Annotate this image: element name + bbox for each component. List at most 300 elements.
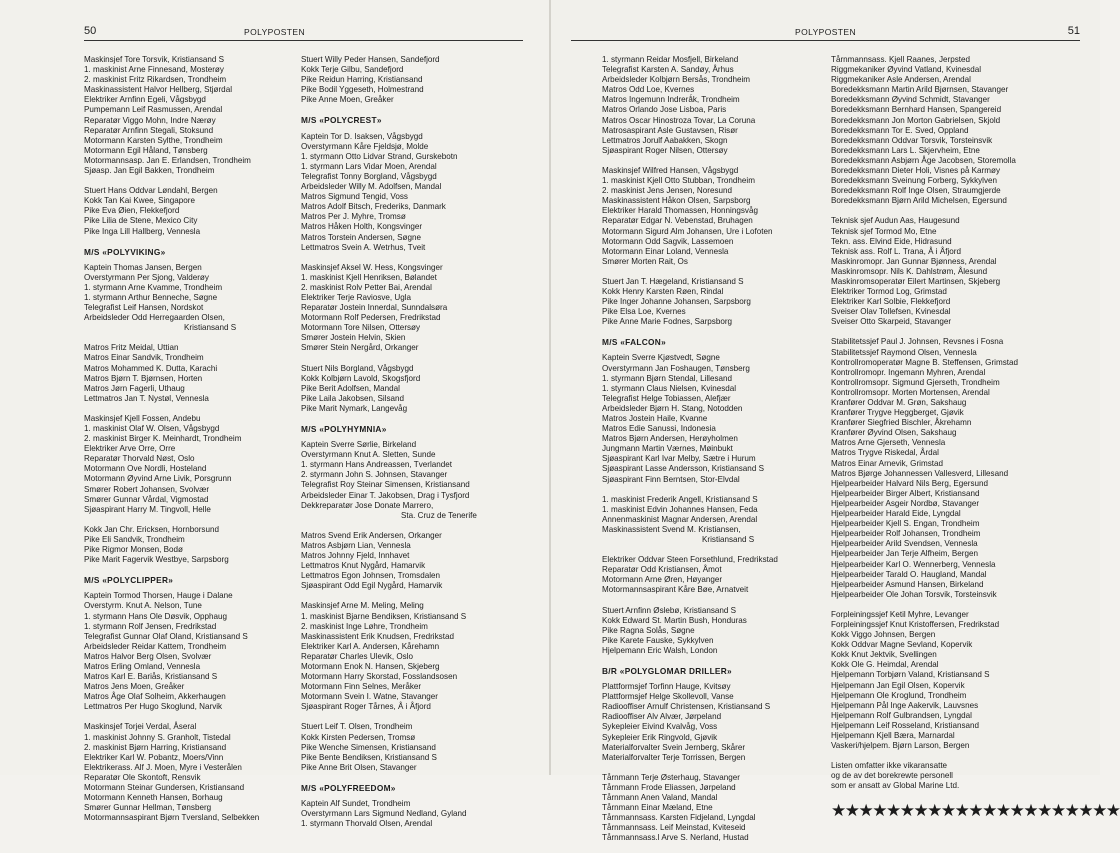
crew-group [301, 601, 541, 712]
crew-line: Motormann Tore Nilsen, Ottersøy [301, 323, 421, 333]
crew-line: Hjelpearbeider Rolf Johansen, Trondheim [831, 529, 981, 539]
crew-line: Matros Einar Sandvik, Trondheim [84, 353, 204, 363]
crew-group [84, 591, 306, 712]
ship-heading: M/S «POLYFREEDOM» [301, 782, 396, 793]
crew-line: Matros Johnny Fjeld, Innhavet [301, 551, 410, 561]
crew-line: Pike Rigmor Monsen, Bodø [84, 545, 183, 555]
crew-line: Boredekksmann Oddvar Torsvik, Torsteinsvik [831, 135, 993, 145]
crew-line: Reparatør Charles Ulevik, Oslo [301, 651, 413, 661]
crew-line: Tårnmann Einar Mæland, Etne [602, 803, 713, 813]
crew-line: Hjelpearbeider Ole Johan Torsvik, Torsteinsvik [831, 589, 997, 599]
crew-line: Matros Bjørn T. Bjørnsen, Horten [84, 373, 203, 383]
crew-line: Hjelpemann Rolf Gulbrandsen, Lyngdal [831, 710, 972, 720]
crew-line: Maskinsjef Kjell Fossen, Andebu [84, 413, 201, 423]
crew-line: Smører Stein Nergård, Orkanger [301, 343, 419, 353]
crew-line: Arbeidsleder Kolbjørn Bersås, Trondheim [602, 75, 751, 85]
crew-line: Matros Erling Omland, Vennesla [84, 661, 201, 671]
crew-line: Telegrafist Helge Tobiassen, Alefjær [602, 393, 731, 403]
crew-line: Pike Eva Øien, Flekkefjord [84, 206, 180, 216]
crew-line: Motormannsaspirant Kåre Bøe, Arnatveit [602, 585, 749, 595]
crew-line: Motormann Rolf Pedersen, Fredrikstad [301, 313, 441, 323]
crew-line: Pike Bente Bendiksen, Kristiansand S [301, 752, 437, 762]
crew-line: Matros Arne Gjerseth, Vennesla [831, 438, 946, 448]
crew-line-continuation: Kristiansand S [184, 323, 237, 333]
crew-line: Boredekksmann Asbjørn Åge Jacobsen, Storemolla [831, 155, 1016, 165]
crew-group [84, 525, 306, 565]
crew-line: Kokk Ole G. Heimdal, Arendal [831, 660, 939, 670]
star-divider: ★★★★★★★★★★★★★★★★★★★★★ [831, 801, 1120, 821]
crew-line: Matros Svend Erik Andersen, Orkanger [301, 530, 442, 540]
crew-line: Pike Anne Brit Olsen, Stavanger [301, 762, 417, 772]
crew-line: Kranfører Øyvind Olsen, Sakshaug [831, 428, 957, 438]
crew-line: Kaptein Alf Sundet, Trondheim [301, 799, 411, 808]
crew-line: Hjelpearbeider Arild Svendsen, Vennesla [831, 539, 978, 549]
crew-line: 1. styrmann Reidar Mosfjell, Birkeland [602, 55, 739, 64]
crew-line: Overstyrmann Kåre Fjeldsjø, Molde [301, 141, 429, 151]
header-rule [84, 40, 523, 41]
crew-line: Pike Ragna Solås, Søgne [602, 625, 695, 635]
crew-line: Boredekksmann Tor E. Sved, Oppland [831, 125, 969, 135]
crew-line: Kontrollromsopr. Morten Mortensen, Arendal [831, 387, 990, 397]
crew-line: 1. styrmann Hans Andreassen, Tverlandet [301, 460, 453, 470]
crew-line: Pike Wenche Simensen, Kristiansand [301, 742, 436, 752]
crew-line: Telegrafist Roy Steinar Simensen, Kristiansand [301, 480, 470, 490]
crew-line: Reparatør Odd Kristiansen, Åmot [602, 565, 722, 575]
crew-line: Hjelpearbeider Kjell S. Engan, Trondheim [831, 519, 980, 529]
crew-line: som er ansatt av Global Marine Ltd. [831, 781, 960, 791]
crew-line: Lettmatros Per Hugo Skoglund, Narvik [84, 702, 223, 712]
crew-line-continuation: Kristiansand S [702, 535, 755, 545]
crew-line: Pike Marit Nymark, Langevåg [301, 403, 408, 413]
crew-group [602, 555, 825, 595]
crew-line: Hjelpemann Kjell Bæra, Marnardal [831, 731, 955, 740]
crew-line: Sykepleier Eivind Kvalvåg, Voss [602, 722, 718, 732]
crew-line: Hjelpearbeider Jan Terje Alfheim, Bergen [831, 549, 978, 559]
crew-line: Sveiser Olav Tollefsen, Kvinesdal [831, 307, 951, 317]
crew-line: Reparatør Thorvald Nøst, Oslo [84, 454, 195, 464]
crew-line: Elektriker Terje Raviosve, Ugla [301, 292, 412, 302]
crew-line: 1. styrmann Hans Ole Døsvik, Opphaug [84, 611, 228, 621]
crew-line: Stuert Arnfinn Øslebø, Kristiansand S [602, 605, 737, 615]
crew-line: Pike Elsa Loe, Kvernes [602, 307, 686, 317]
ship-heading: M/S «FALCON» [602, 337, 666, 348]
crew-line: Teknisk sjef Audun Aas, Haugesund [831, 216, 960, 226]
crew-line: Elektriker Tormod Log, Grimstad [831, 287, 947, 297]
crew-line: Maskinsjef Aksel W. Hess, Kongsvinger [301, 262, 443, 272]
crew-line: Elektriker Arnfinn Egeli, Vågsbygd [84, 95, 206, 105]
crew-line: 1. maskinist Arne Finnesand, Mosterøy [84, 65, 224, 75]
page-title: POLYPOSTEN [795, 27, 856, 37]
crew-line: Elektrikerass. Alf J. Moen, Myre i Vesterålen [84, 762, 242, 772]
right-page [551, 0, 1120, 843]
right-page-header [551, 25, 1100, 41]
crew-group [301, 55, 541, 105]
crew-group [831, 761, 1053, 791]
crew-line: Hjelpemann Ole Kroglund, Trondheim [831, 690, 967, 700]
crew-line: Maskinsjef Torjei Verdal, Åseral [84, 722, 197, 732]
left-column-2 [301, 55, 541, 839]
crew-line: Motormann Steinar Gundersen, Kristiansand [84, 783, 245, 792]
crew-line: Kokk Oddvar Magne Sevland, Kopervik [831, 640, 973, 650]
crew-line: Maskinromopr. Jan Gunnar Bjønness, Arendal [831, 256, 997, 266]
crew-line: Sjøaspirant Finn Berntsen, Stor-Elvdal [602, 474, 740, 484]
crew-line: Pumpemann Leif Rasmussen, Arendal [84, 105, 223, 115]
crew-line: Motormann Einar Loland, Vennesla [602, 246, 729, 256]
crew-line: Radiooffiser Arnulf Christensen, Kristiansand S [602, 702, 771, 712]
crew-line: Stuert Leif T. Olsen, Trondheim [301, 722, 413, 732]
crew-line: Materialforvalter Terje Torrissen, Bergen [602, 752, 746, 762]
crew-line: Matros Sigmund Tengid, Voss [301, 192, 408, 202]
crew-line: Pike Anne Moen, Greåker [301, 95, 394, 105]
crew-line: Tårnmann Anen Valand, Mandal [602, 793, 718, 802]
crew-line: Kokk Knut Jektvik, Svellingen [831, 650, 937, 660]
crew-line: Kokk Terje Gilbu, Sandefjord [301, 65, 404, 75]
crew-line: 2. maskinist Inge Løhre, Trondheim [301, 621, 428, 631]
crew-line: 1. styrmann Arne Kvamme, Trondheim [84, 282, 223, 292]
crew-line: 1. styrmann Otto Lidvar Strand, Gurskebotn [301, 151, 458, 161]
crew-line: Elektriker Karl Solbie, Flekkefjord [831, 297, 951, 307]
crew-line: Matros Per J. Myhre, Tromsø [301, 212, 406, 222]
crew-line-continuation: Sta. Cruz de Tenerife [401, 510, 477, 520]
crew-line: 1. maskinist Johnny S. Granholt, Tistedal [84, 732, 231, 742]
crew-line: Elektriker Harald Thomassen, Honningsvåg [602, 206, 758, 216]
crew-line: Lettmatros Knut Nygård, Hamarvik [301, 561, 426, 571]
crew-line: Matros Fritz Meidal, Uttian [84, 343, 179, 353]
crew-line: og de av det borekrewte personell [831, 771, 953, 781]
crew-line: Maskinsjef Arne M. Meling, Meling [301, 601, 424, 611]
crew-line: Lettmatros Egon Johnsen, Tromsdalen [301, 571, 441, 581]
crew-line: 2. maskinist Rolv Petter Bai, Arendal [301, 282, 432, 292]
crew-line: 2. maskinist Bjørn Harring, Kristiansand [84, 742, 227, 752]
crew-line: Arbeidsleder Einar T. Jakobsen, Drag i Tysfjord [301, 490, 470, 500]
crew-line: Hjelpemann Eric Walsh, London [602, 645, 718, 655]
crew-line: Stabilitetssjef Paul J. Johnsen, Revsnes i Fosna [831, 337, 1004, 347]
crew-line: Hjelpearbeider Karl O. Wennerberg, Vennesla [831, 559, 996, 569]
crew-group [301, 722, 541, 772]
crew-line: Hjelpearbeider Birger Albert, Kristiansand [831, 488, 980, 498]
crew-line: Boredekksmann Lars L. Skjervheim, Etne [831, 145, 980, 155]
crew-line: Matros Oscar Hinostroza Tovar, La Coruna [602, 115, 756, 125]
crew-line: Elektriker Arve Orre, Orre [84, 444, 176, 454]
crew-group [831, 337, 1053, 599]
crew-line: Motormann Ove Nordli, Hosteland [84, 464, 207, 474]
crew-line: Matros Mohammed K. Dutta, Karachi [84, 363, 218, 373]
crew-line: Reparatør Edgar N. Vebenstad, Bruhagen [602, 216, 753, 226]
crew-line: Matros Håken Holth, Kongsvinger [301, 222, 423, 232]
crew-line: Overstyrmann Knut A. Sletten, Sunde [301, 450, 436, 460]
crew-line: 1. maskinist Kjell Henriksen, Bølandet [301, 272, 437, 282]
crew-line: 2. styrmann John S. Johnsen, Stavanger [301, 470, 448, 480]
right-column-1 [602, 55, 825, 853]
crew-line: Hjelpearbeider Tarald O. Haugland, Mandal [831, 569, 987, 579]
crew-line: Boredekksmann Bernhard Hansen, Spangereid [831, 105, 1002, 115]
crew-line: Riggmekaniker Øyvind Vatland, Kvinesdal [831, 65, 982, 75]
crew-group [831, 610, 1053, 751]
page-number: 51 [1067, 25, 1080, 37]
left-column-1 [84, 55, 306, 833]
crew-line: Boredekksmann Sveinung Forberg, Sykkylven [831, 176, 998, 186]
crew-line: Stuert Nils Borgland, Vågsbygd [301, 363, 414, 373]
crew-line: Matros Adolf Bitsch, Frederiks, Danmark [301, 202, 446, 212]
crew-line: Plattformsjef Torfinn Hauge, Kvitsøy [602, 682, 731, 692]
crew-line: Kaptein Sverre Kjøstvedt, Søgne [602, 353, 720, 363]
crew-line: Sjøaspirant Lasse Andersson, Kristiansand S [602, 464, 764, 474]
crew-group [84, 263, 306, 334]
crew-line: Hjelpemann Pål Inge Aakervik, Lauvsnes [831, 700, 979, 710]
crew-line: Pike Anne Marie Fodnes, Sarpsborg [602, 317, 733, 327]
crew-line: Materialforvalter Svein Jernberg, Skårer [602, 742, 746, 752]
crew-line: 1. maskinist Bjarne Bendiksen, Kristiansand S [301, 611, 467, 621]
crew-line: Elektriker Karl A. Andersen, Kårehamn [301, 641, 440, 651]
crew-line: Reparatør Arnfinn Stegali, Stoksund [84, 125, 214, 135]
crew-line: Kranfører Oddvar M. Grøn, Sakshaug [831, 398, 967, 407]
crew-line: Overstyrmann Per Sjong, Valderøy [84, 272, 209, 282]
crew-line: Dekkreparatør Jose Donate Marrero, [301, 500, 434, 510]
crew-group [602, 55, 825, 156]
crew-line: Pike Reidun Harring, Kristiansand [301, 75, 423, 85]
crew-line: Teknisk sjef Tormod Mo, Etne [831, 226, 937, 236]
crew-line: Plattformsjef Helge Skollevoll, Vanse [602, 692, 734, 702]
crew-line: Matros Halvor Berg Olsen, Svolvær [84, 651, 212, 661]
crew-line: Matros Trygve Riskedal, Årdal [831, 448, 939, 458]
crew-line: Pike Inga Lill Hallberg, Vennesla [84, 226, 201, 236]
crew-line: Hjelpearbeider Asmund Hansen, Birkeland [831, 579, 984, 589]
crew-line: Tårnmann Terje Østerhaug, Stavanger [602, 772, 740, 782]
crew-line: Stuert Willy Peder Hansen, Sandefjord [301, 55, 440, 64]
crew-line: Maskinassistent Svend M. Kristiansen, [602, 524, 741, 534]
crew-line: Hjelpemann Jan Egil Olsen, Kopervik [831, 680, 965, 690]
crew-line: Kokk Edward St. Martin Bush, Honduras [602, 615, 747, 625]
crew-line: Kokk Kirsten Pedersen, Tromsø [301, 732, 416, 742]
crew-line: 2. maskinist Birger K. Meinhardt, Trondheim [84, 434, 242, 444]
crew-line: Elektriker Karl W. Pobantz, Moers/Vinn [84, 752, 224, 762]
crew-line: Maskinassistent Halvor Hellberg, Stjørdal [84, 85, 232, 95]
left-page-header [0, 25, 549, 41]
crew-line: Reparatør Jostein Innerdal, Sunndalsøra [301, 303, 448, 313]
crew-line: Kaptein Sverre Sørlie, Birkeland [301, 440, 417, 450]
crew-line: Hjelpearbeider Harald Eide, Lyngdal [831, 509, 961, 519]
crew-line: Motormann Enok N. Hansen, Skjeberg [301, 661, 440, 671]
crew-line: Pike Berit Adolfsen, Mandal [301, 383, 400, 393]
crew-line: Motormannsaspirant Bjørn Tversland, Selbekken [84, 813, 260, 823]
left-page [0, 0, 549, 829]
crew-line: Maskinassistent Håkon Olsen, Sarpsborg [602, 196, 751, 206]
crew-line: Matros Odd Loe, Kvernes [602, 85, 695, 95]
crew-group [602, 682, 825, 763]
ship-heading: M/S «POLYVIKING» [84, 246, 166, 257]
crew-line: Matros Jens Moen, Greåker [84, 682, 185, 692]
crew-line: Kaptein Tor D. Isaksen, Vågsbygd [301, 131, 423, 141]
crew-line: Tårnmannsass.l Arve S. Nerland, Hustad [602, 833, 749, 843]
crew-line: Maskinsjef Tore Torsvik, Kristiansand S [84, 55, 225, 64]
crew-line: 1. styrmann Lars Vidar Moen, Arendal [301, 161, 437, 171]
crew-line: Sjøaspirant Karl Ivar Melby, Sætre i Hurum [602, 454, 756, 464]
crew-line: Sjøaspirant Odd Egil Nygård, Hamarvik [301, 581, 443, 591]
crew-line: Reparatør Ole Skontoft, Rensvik [84, 772, 201, 782]
crew-line: 1. maskinist Edvin Johannes Hansen, Feda [602, 504, 758, 514]
crew-line: Motormann Finn Selnes, Meråker [301, 682, 422, 692]
crew-line: Teknisk ass. Rolf L. Trana, Å i Åfjord [831, 246, 962, 256]
crew-group [301, 364, 541, 414]
crew-line: Kranfører Trygve Heggberget, Gjøvik [831, 408, 964, 418]
crew-line: 2. maskinist Jens Jensen, Noresund [602, 186, 733, 196]
crew-group [831, 216, 1053, 327]
crew-line: Pike Inger Johanne Johansen, Sarpsborg [602, 297, 751, 307]
crew-line: Matros Karl E. Bariås, Kristiansand S [84, 672, 218, 682]
crew-line: Kaptein Thomas Jansen, Bergen [84, 262, 202, 272]
crew-line: Reparatør Viggo Mohn, Indre Nærøy [84, 115, 216, 125]
header-rule [571, 40, 1080, 41]
crew-line: Motormannsasp. Jan E. Erlandsen, Trondheim [84, 155, 251, 165]
crew-line: Smører Gunnar Vårdal, Vigmostad [84, 494, 209, 504]
crew-line: Forpleiningssjef Knut Kristoffersen, Fredrikstad [831, 619, 1000, 629]
crew-group [602, 353, 825, 484]
crew-line: Telegrafist Tonny Borgland, Vågsbygd [301, 171, 437, 181]
crew-line: Smører Robert Johansen, Svolvær [84, 484, 210, 494]
crew-line: Hjelpemann Torbjørn Valand, Kristiansand S [831, 670, 990, 680]
crew-group [602, 277, 825, 327]
crew-line: Smører Morten Rait, Os [602, 256, 688, 266]
crew-line: Arbeidsleder Odd Herregaarden Olsen, [84, 313, 225, 323]
crew-line: Hjelpemann Leif Rosseland, Kristiansand [831, 720, 980, 730]
crew-group [301, 440, 541, 521]
crew-line: Boredekksmann Dieter Holi, Visnes på Karmøy [831, 166, 1000, 176]
crew-group [84, 343, 306, 404]
crew-line: Overstyrm. Knut A. Nelson, Tune [84, 601, 202, 611]
crew-line: Pike Karete Fauske, Sykkylven [602, 635, 714, 645]
crew-line: Boredekksmann Rolf Inge Olsen, Straumgjerde [831, 186, 1001, 196]
crew-line: Overstyrmann Lars Sigmund Nedland, Gyland [301, 809, 467, 819]
crew-line: Telegrafist Karsten A. Sandøy, Århus [602, 65, 734, 75]
crew-line: Tårnmann Frode Eliassen, Jørpeland [602, 782, 736, 792]
crew-line: Hjelpearbeider Asgeir Nordbø, Stavanger [831, 498, 980, 508]
crew-line: Boredekksmann Jon Morton Gabrielsen, Skjold [831, 115, 1001, 125]
crew-group [301, 263, 541, 354]
crew-line: Riggmekaniker Asle Andersen, Arendal [831, 75, 971, 85]
crew-line: 1. styrmann Thorvald Olsen, Arendal [301, 819, 433, 829]
crew-line: Sjøaspirant Harry M. Tingvoll, Helle [84, 504, 211, 514]
crew-line: Matros Ingemunn Indrerǻk, Trondheim [602, 95, 740, 105]
crew-line: Telegrafist Gunnar Olaf Oland, Kristiansand S [84, 631, 248, 641]
crew-line: Tårnmannsass. Karsten Fidjeland, Lyngdal [602, 813, 756, 823]
crew-line: Matros Jørn Fagerli, Uthaug [84, 383, 185, 393]
crew-group [602, 773, 825, 844]
crew-line: Pike Lilia de Stene, Mexico City [84, 216, 198, 226]
crew-line: Listen omfatter ikke vikaransatte [831, 761, 948, 771]
crew-line: Maskinassistent Erik Knudsen, Fredrikstad [301, 631, 454, 641]
crew-line: Lettmatros Jan T. Nystøl, Vennesla [84, 393, 209, 403]
page-title: POLYPOSTEN [244, 27, 305, 37]
crew-line: 1. styrmann Claus Nielsen, Kvinesdal [602, 383, 737, 393]
crew-line: Kontrollromsopr. Sigmund Gjerseth, Trondheim [831, 377, 1000, 387]
crew-line: Hjelpearbeider Halvard Nils Berg, Egersund [831, 478, 989, 488]
crew-line: Stabilitetssjef Raymond Olsen, Vennesla [831, 347, 977, 357]
crew-line: Kokk Tan Kai Kwee, Singapore [84, 196, 195, 206]
crew-line: Matros Orlando Jose Lisboa, Paris [602, 105, 727, 115]
crew-line: Kokk Viggo Johnsen, Bergen [831, 630, 936, 640]
crew-line: Sjøasp. Jan Egil Bakken, Trondheim [84, 166, 215, 176]
crew-line: 1. styrmann Bjørn Stendal, Lillesand [602, 373, 733, 383]
crew-line: 2. maskinist Fritz Rikardsen, Trondheim [84, 75, 227, 85]
crew-line: Lettmatros Jorulf Aabakken, Skogn [602, 135, 728, 145]
ship-heading: M/S «POLYHYMNIA» [301, 424, 387, 434]
crew-line: Motormann Egil Håland, Tønsberg [84, 145, 208, 155]
crew-line: Matros Bjørge Johannessen Vallesverd, Lillesand [831, 468, 1009, 478]
crew-line: Sykepleier Erik Ringvold, Gjøvik [602, 732, 718, 742]
crew-line: Radiooffiser Alv Alvær, Jørpeland [602, 712, 722, 722]
crew-group [602, 495, 825, 545]
crew-line: Tårnmannsass. Kjell Raanes, Jerpsted [831, 55, 971, 64]
crew-line: Kaptein Tormod Thorsen, Hauge i Dalane [84, 591, 233, 601]
crew-line: Motormann Arne Øren, Høyanger [602, 575, 723, 585]
crew-line: Telegrafist Leif Hansen, Nordskot [84, 303, 204, 313]
crew-line: Kranfører Siegfried Bischler, Åkrehamn [831, 418, 972, 428]
crew-line: Motormann Sigurd Alm Johansen, Ure i Lofoten [602, 226, 773, 236]
crew-line: Matros Edie Sanussi, Indonesia [602, 424, 716, 434]
crew-line: Motormann Svein I. Watne, Stavanger [301, 692, 438, 702]
crew-line: Pike Bodil Yggeseth, Holmestrand [301, 85, 424, 95]
crew-line: Arbeidsleder Bjørn H. Stang, Notodden [602, 403, 743, 413]
crew-group [84, 55, 306, 176]
crew-line: Vaskeri/hjelpem. Bjørn Larson, Bergen [831, 741, 970, 751]
crew-line: Sjøaspirant Roger Nilsen, Ottersøy [602, 145, 728, 155]
crew-line: Motormann Kenneth Hansen, Borhaug [84, 793, 223, 803]
crew-group [602, 166, 825, 267]
crew-group [602, 606, 825, 656]
crew-line: Matros Einar Arnevik, Grimstad [831, 458, 943, 468]
crew-line: 1. maskinist Kjell Otto Stubban, Trondheim [602, 176, 755, 186]
crew-line: Motormann Harry Skorstad, Fosslandsosen [301, 672, 458, 682]
crew-line: Matros Bjørn Andersen, Herøyholmen [602, 434, 738, 444]
crew-line: Matros Torstein Andersen, Søgne [301, 232, 421, 242]
crew-group [301, 531, 541, 592]
crew-line: Stuert Hans Oddvar Løndahl, Bergen [84, 186, 218, 196]
crew-line: Arbeidsleder Willy M. Adolfsen, Mandal [301, 182, 442, 192]
crew-line: Kokk Henry Karsten Røen, Rindal [602, 286, 724, 296]
crew-line: Jungmann Martin Værnes, Møinbukt [602, 444, 733, 454]
crew-line: Elektriker Oddvar Steen Forsethlund, Fredrikstad [602, 555, 778, 565]
crew-line: Pike Eli Sandvik, Trondheim [84, 534, 185, 544]
crew-line: Tårnmannsass. Leif Meinstad, Kviteseid [602, 823, 746, 833]
crew-line: Matros Jostein Haile, Kvanne [602, 414, 708, 423]
crew-line: Matros Åge Olaf Solheim, Akkerhaugen [84, 692, 226, 702]
crew-group [301, 799, 541, 829]
crew-line: Matrosaspirant Asle Gustavsen, Risør [602, 125, 738, 135]
page-number: 50 [84, 25, 97, 37]
crew-line: Smører Jostein Helvin, Skien [301, 333, 406, 343]
crew-line: 1. styrmann Arthur Benneche, Søgne [84, 292, 218, 302]
crew-line: Matros Asbjørn Lian, Vennesla [301, 540, 411, 550]
crew-line: Smører Gunnar Hellman, Tønsberg [84, 803, 212, 813]
crew-line: Sveiser Otto Skarpeid, Stavanger [831, 317, 952, 327]
crew-line: Lettmatros Svein A. Wetrhus, Tveit [301, 242, 426, 252]
crew-group [84, 414, 306, 515]
crew-line: Tekn. ass. Elvind Eide, Hidrasund [831, 236, 952, 246]
ship-heading: M/S «POLYCREST» [301, 115, 382, 126]
crew-line: Pike Laila Jakobsen, Silsand [301, 393, 405, 403]
crew-group [301, 132, 541, 253]
crew-line: Sjøaspirant Roger Tårnes, Å i Åfjord [301, 702, 431, 712]
crew-line: Boredekksmann Martin Arild Bjørnsen, Stavanger [831, 85, 1009, 95]
crew-line: Annenmaskinist Magnar Andersen, Arendal [602, 514, 758, 524]
crew-line: 1. maskinist Olaf W. Olsen, Vågsbygd [84, 424, 220, 433]
crew-line: Pike Marit Fagervik Westbye, Sarpsborg [84, 555, 229, 565]
crew-line: Forpleiningssjef Ketil Myhre, Levanger [831, 609, 969, 619]
crew-line: Motormann Odd Sagvik, Lassemoen [602, 236, 734, 246]
crew-line: Maskinsjef Wilfred Hansen, Vågsbygd [602, 165, 739, 175]
crew-line: Kokk Jan Chr. Ericksen, Hornborsund [84, 524, 219, 534]
crew-line: 1. maskinist Frederik Angell, Kristiansand S [602, 494, 758, 504]
